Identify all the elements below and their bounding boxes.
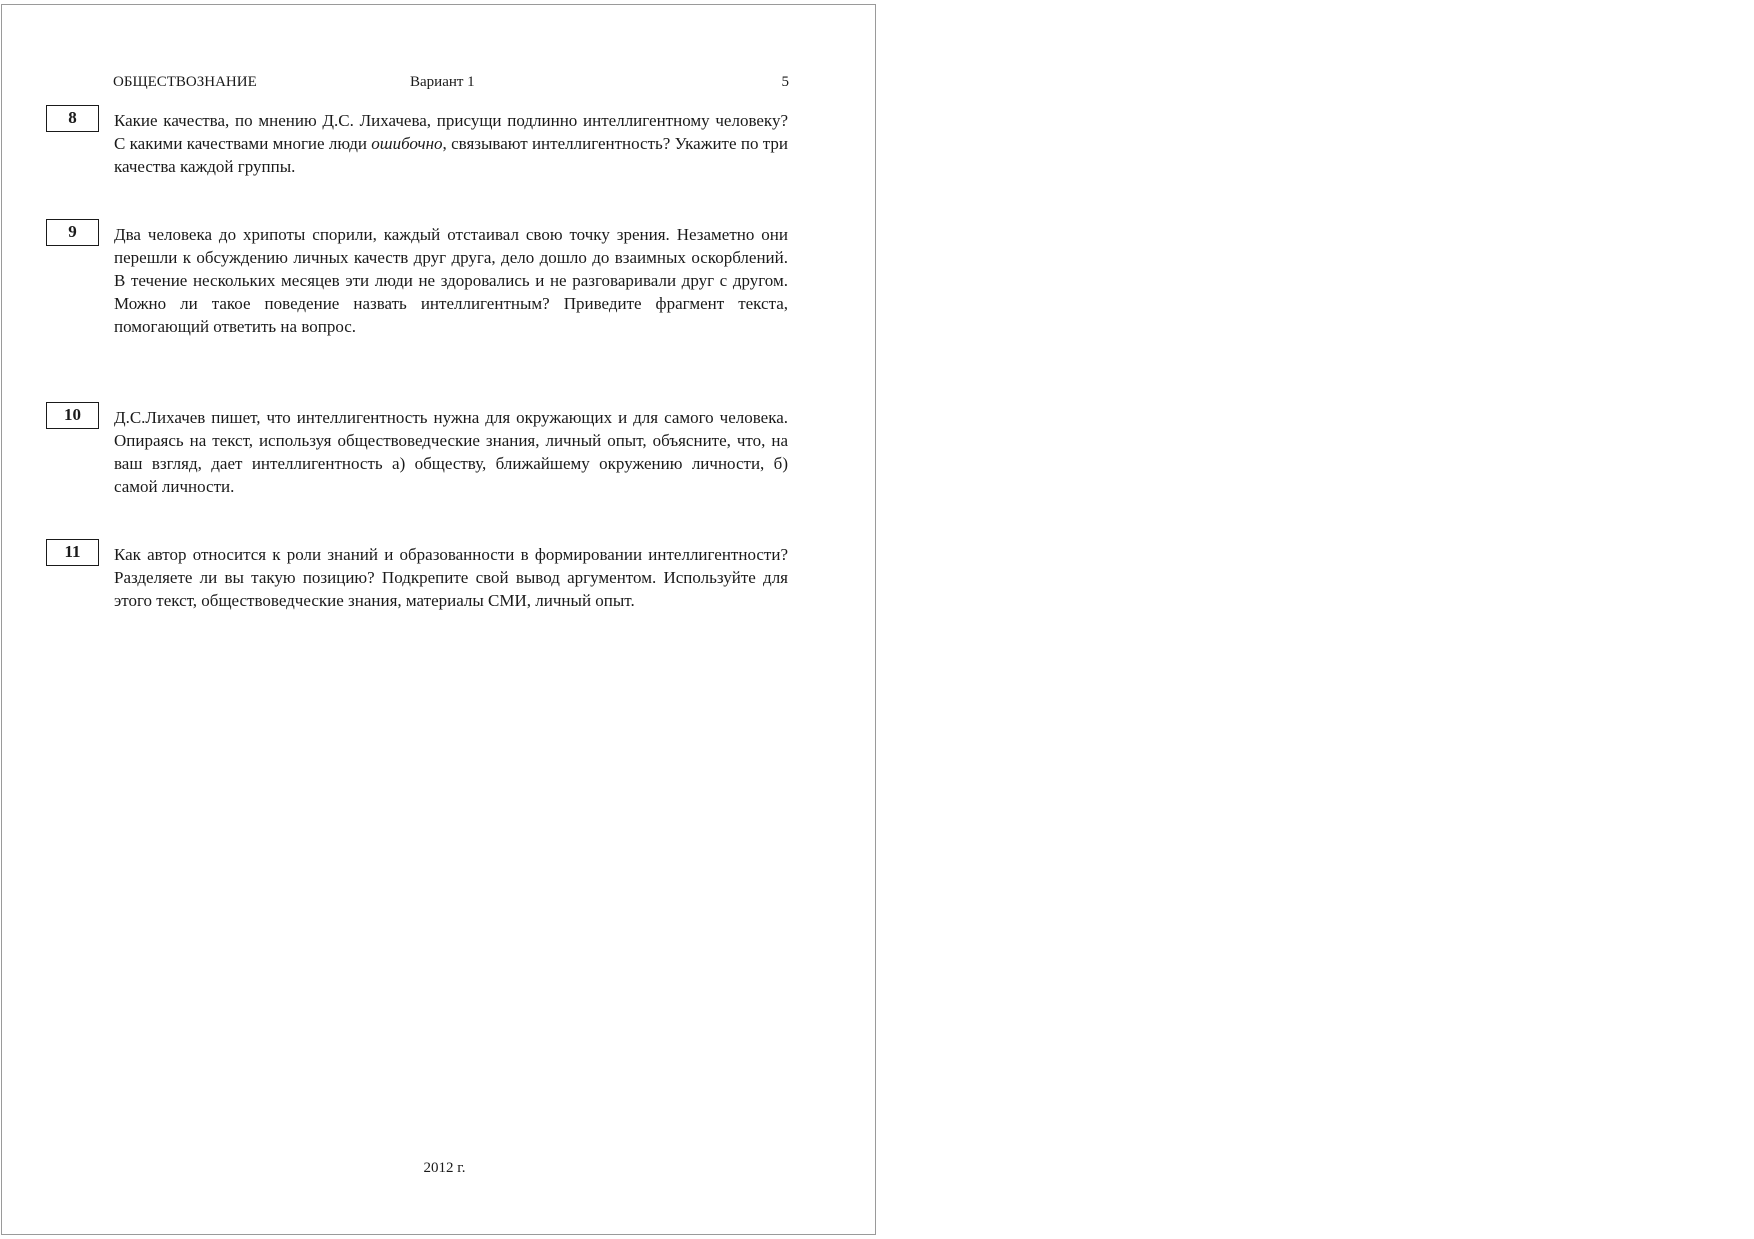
task-number-box: 8 xyxy=(46,105,99,132)
document-page xyxy=(1,4,876,1235)
task-text-emphasis: ошибочно xyxy=(371,134,443,153)
variant-label: Вариант 1 xyxy=(410,74,475,90)
task-number-box: 10 xyxy=(46,402,99,429)
task-text: Два человека до хрипоты спорили, каждый отстаивал свою точку зрения. Незаметно они перешли к обсуждению личных качеств друг друга, дело дошло до взаимных оскорблений. В течение нескольких месяцев эти люди не здоровались и не разговаривали друг с другом. Можно ли такое поведение назвать интеллигентным? Приведите фрагмент текста, помогающий ответить на вопрос. xyxy=(114,225,788,336)
task-number-box: 9 xyxy=(46,219,99,246)
subject-title: ОБЩЕСТВОЗНАНИЕ xyxy=(113,74,257,90)
task-text-part: , связывают интеллигентность? Укажите по три качества каждой группы. xyxy=(114,134,788,176)
task-text: Как автор относится к роли знаний и образованности в формировании интеллигентности? Разделяете ли вы такую позицию? Подкрепите свой вывод аргументом. Используйте для этого текст, обществоведческие знания, материалы СМИ, личный опыт. xyxy=(114,545,788,610)
task-number-box: 11 xyxy=(46,539,99,566)
task-text xyxy=(114,109,788,178)
page-number: 5 xyxy=(781,74,789,90)
page-header xyxy=(113,71,789,93)
task-text: Д.С.Лихачев пишет, что интеллигентность нужна для окружающих и для самого человека. Опираясь на текст, используя обществоведческие знания, личный опыт, объясните, что, на ваш взгляд, дает интеллигентность а) обществу, ближайшему окружению личности, б) самой личности. xyxy=(114,408,788,496)
page-footer-year: 2012 г. xyxy=(423,1160,466,1176)
task-text-part: Какие качества, по мнению Д.С. Лихачева, присущи подлинно интеллигентному человеку? С какими качествами многие люди xyxy=(114,111,788,153)
